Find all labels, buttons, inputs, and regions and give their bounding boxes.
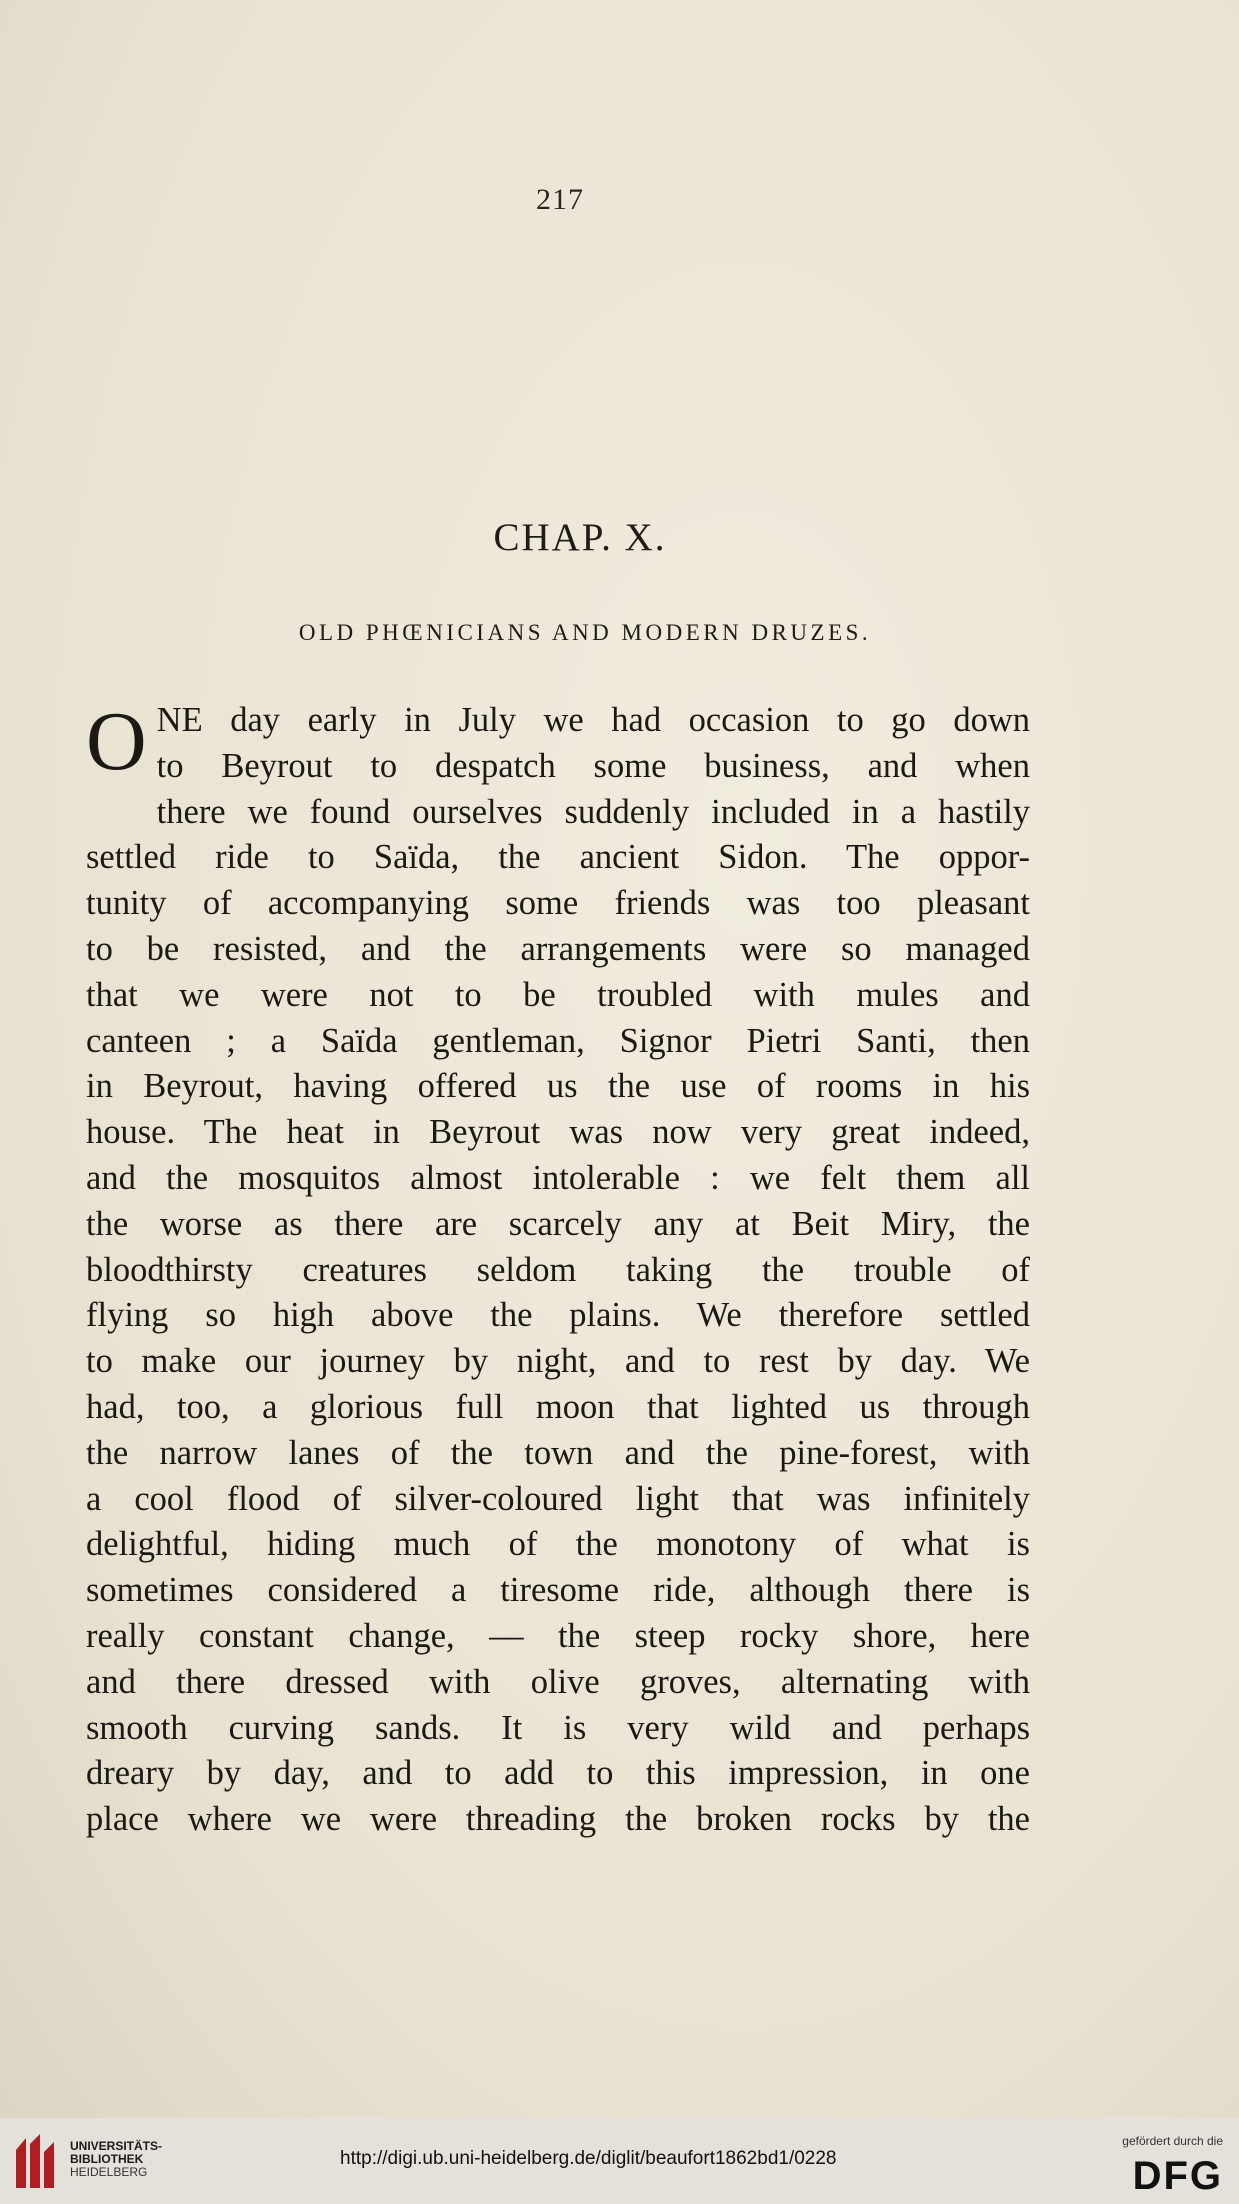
text-line: that we were not to be troubled with mules and [86,975,1030,1014]
text-line: delightful, hiding much of the monotony of what is [86,1525,1030,1564]
text-line: there we found ourselves suddenly included in a hastily [156,792,1030,831]
text-line: tunity of accompanying some friends was too pleasant [86,884,1030,923]
digitization-footer [0,2118,1239,2204]
text-line: dreary by day, and to add to this impression, in one [86,1754,1030,1793]
chapter-heading: CHAP. X. [493,516,667,559]
text-line: sometimes considered a tiresome ride, although there is [86,1571,1030,1610]
text-line: the worse as there are scarcely any at Beit Miry, the [86,1204,1030,1243]
library-name [70,2140,162,2179]
text-line: a cool flood of silver-coloured light that was infinitely [86,1479,1030,1518]
chapter-title: OLD PHŒNICIANS AND MODERN DRUZES. [298,620,872,645]
university-library-logo-icon [12,2130,58,2192]
text-line: and the mosquitos almost intolerable : we felt them all [86,1158,1030,1197]
dfg-logo: DFG [1132,2154,1223,2198]
text-line: house. The heat in Beyrout was now very great indeed, [86,1113,1030,1152]
text-line: the narrow lanes of the town and the pine-forest, with [86,1433,1030,1472]
drop-cap: O [86,695,147,788]
text-line: NE day early in July we had occasion to go down [156,701,1030,739]
text-line: canteen ; a Saïda gentleman, Signor Pietri Santi, then [86,1021,1030,1060]
text-line: in Beyrout, having offered us the use of rooms in his [86,1067,1030,1106]
page-number: 217 [536,183,584,216]
text-line: smooth curving sands. It is very wild and perhaps [86,1708,1030,1747]
text-line: to Beyrout to despatch some business, and when [156,746,1030,785]
text-line: and there dressed with olive groves, alternating with [86,1662,1030,1701]
text-line: place where we were threading the broken rocks by the [86,1800,1030,1839]
text-line: to make our journey by night, and to rest by day. We [86,1342,1030,1381]
library-name-line: UNIVERSITÄTS- [70,2139,163,2153]
body-text [86,695,1030,1843]
text-line: flying so high above the plains. We therefore settled [86,1296,1030,1335]
text-line: really constant change, — the steep rocky shore, here [86,1616,1030,1655]
library-name-line: BIBLIOTHEK [70,2152,144,2166]
funded-by-label: gefördert durch die [1122,2134,1223,2148]
library-name-line: HEIDELBERG [70,2165,148,2179]
text-line: bloodthirsty creatures seldom taking the trouble of [86,1250,1030,1289]
text-line: settled ride to Saïda, the ancient Sidon. The oppor- [86,838,1030,877]
text-line: had, too, a glorious full moon that lighted us through [86,1387,1030,1426]
text-line: to be resisted, and the arrangements were so managed [86,929,1030,968]
permalink-url[interactable]: http://digi.ub.uni-heidelberg.de/diglit/beaufort1862bd1/0228 [340,2148,837,2169]
